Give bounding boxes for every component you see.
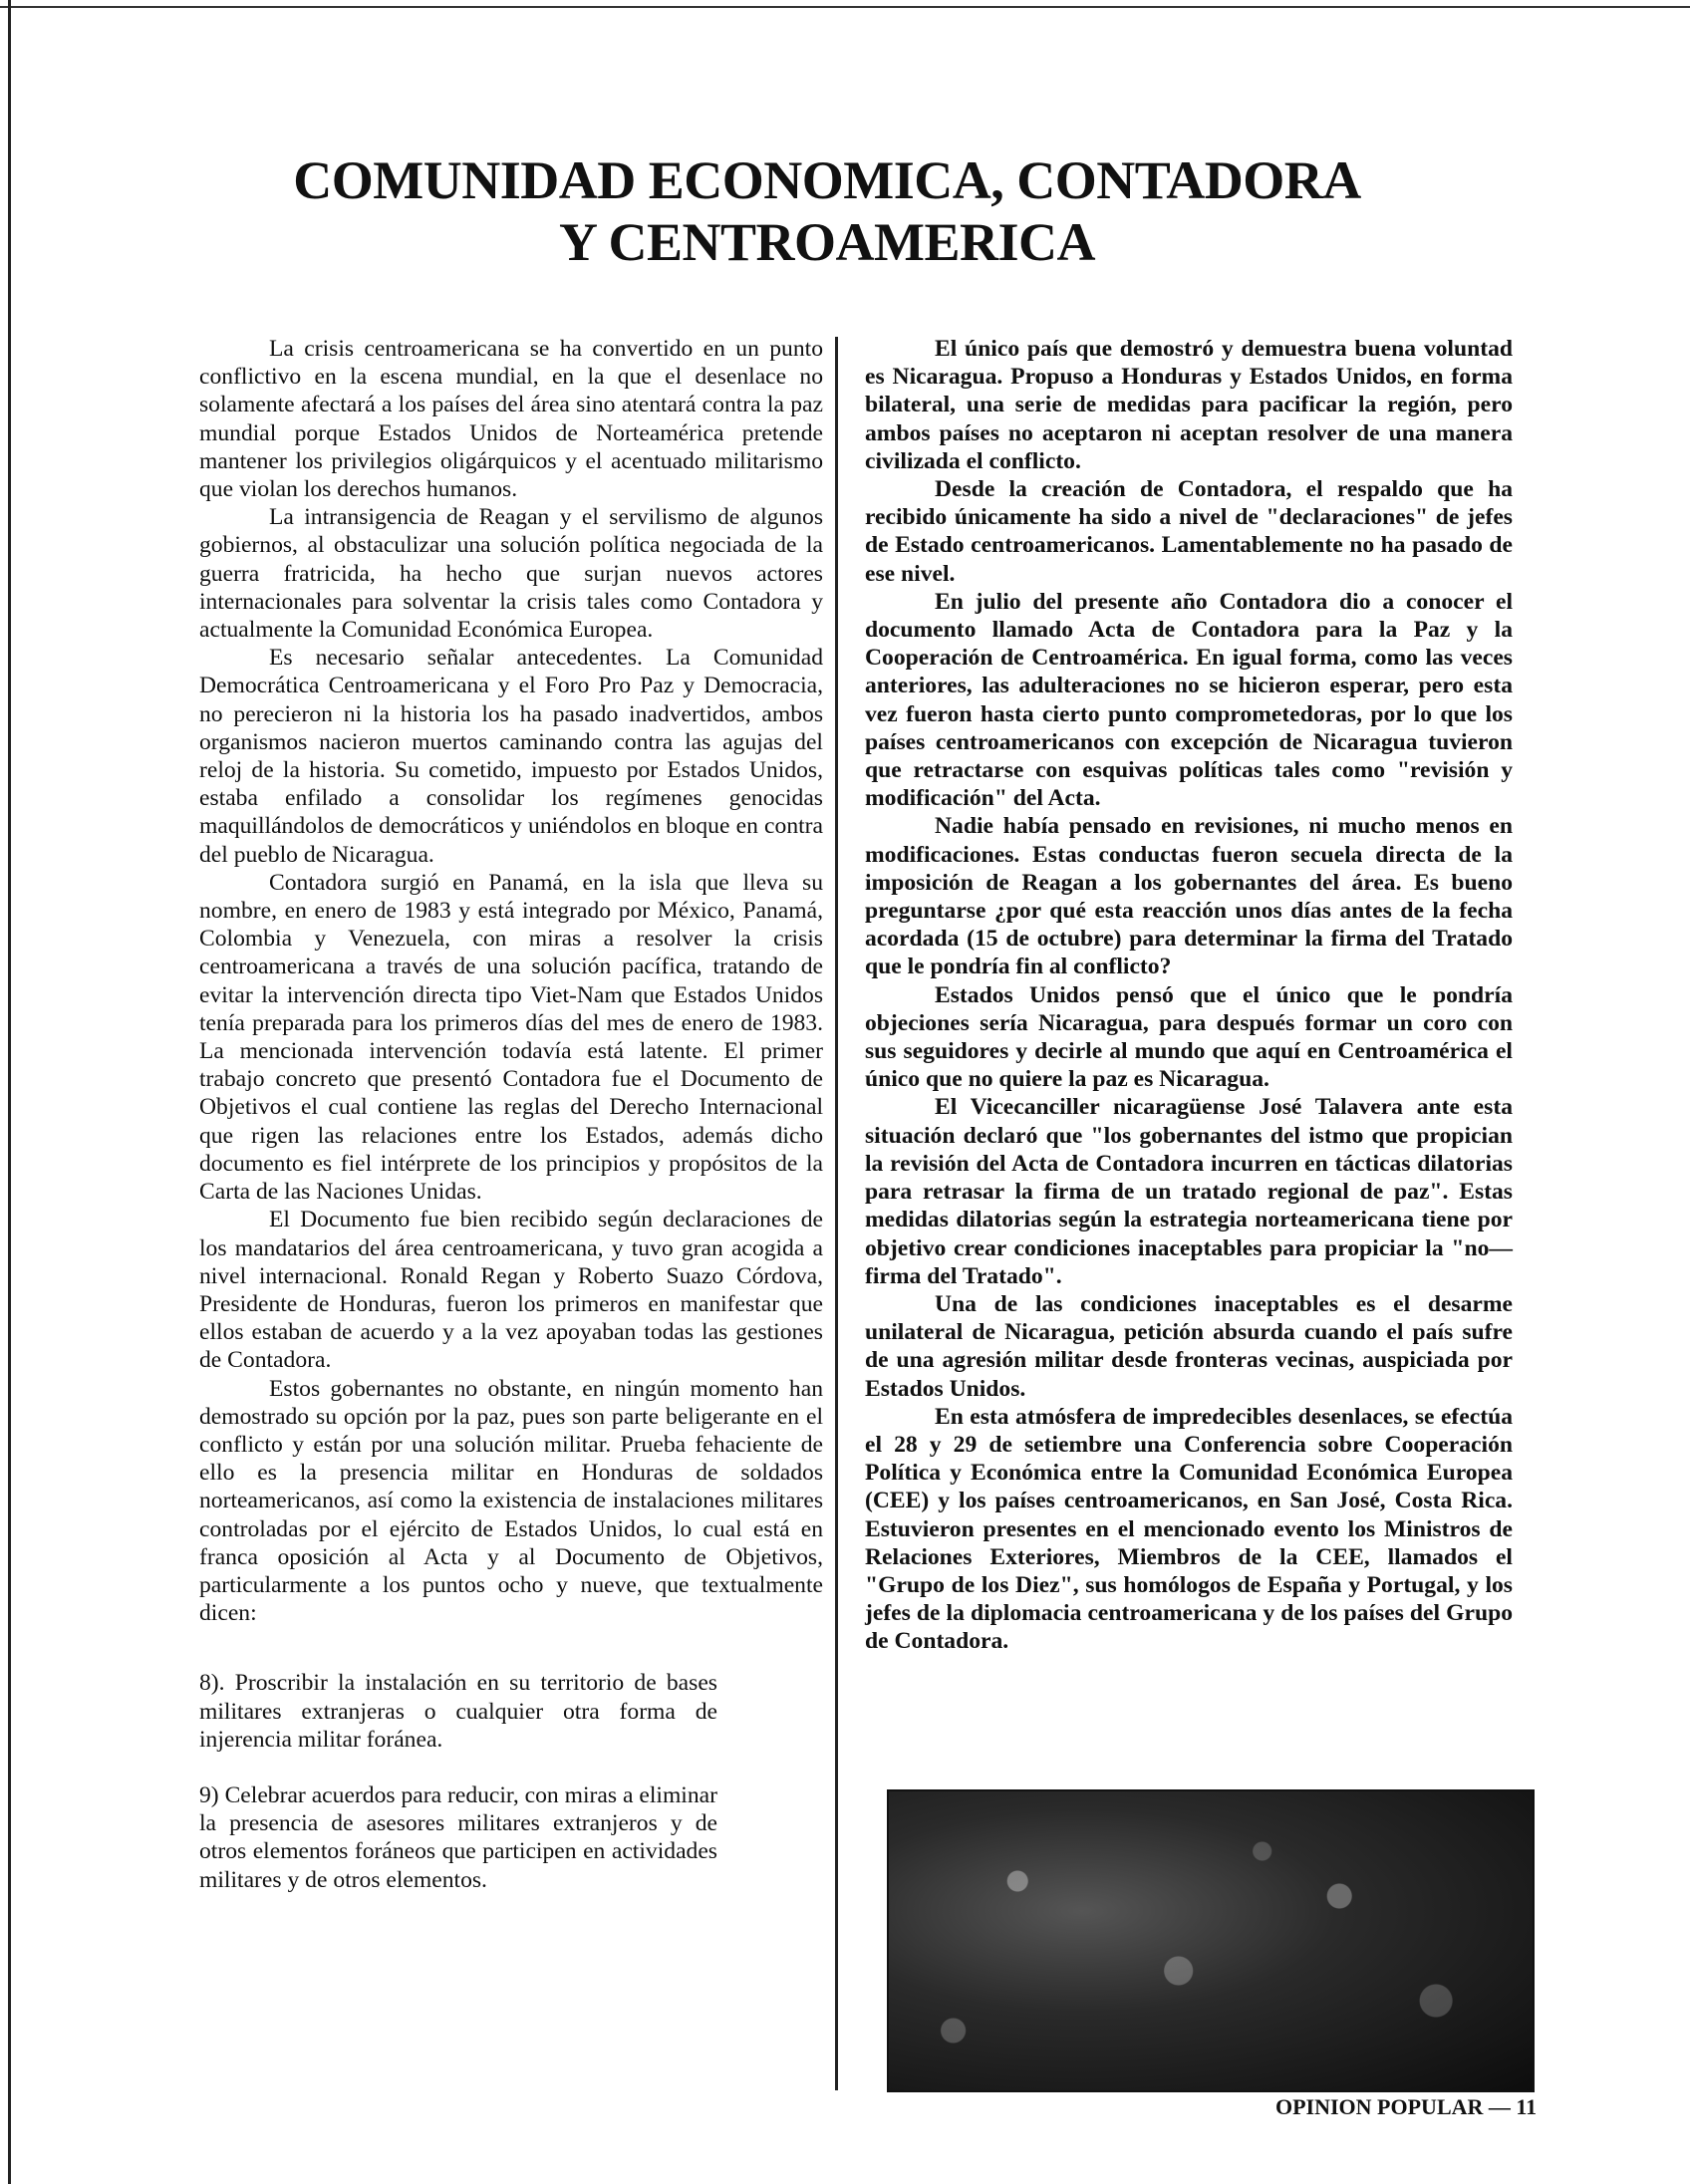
paragraph: El Documento fue bien recibido según declaraciones de los mandatarios del área centroamericana, y tuvo gran acogida a nivel internacional. Ronald Regan y Roberto Suazo Córdova, Presidente de Honduras, fueron los primeros en manifestar que ellos estaban de acuerdo y a la vez apoyaban todas las gestiones de Contadora. [199, 1207, 823, 1374]
paragraph: Estos gobernantes no obstante, en ningún momento han demostrado su opción por la paz, pues son parte beligerante en el conflicto y están por una solución militar. Prueba fehaciente de ello es la presencia militar en Honduras de soldados norteamericanos, así como la existencia de instalaciones militares controladas por el ejército de Estados Unidos, lo cual está en franca oposición al Acta y al Documento de Objetivos, particularmente a los puntos ocho y nueve, que textualmente dicen: [199, 1375, 823, 1627]
article-title [229, 149, 1425, 273]
point-8: 8). Proscribir la instalación en su territorio de bases militares extranjeras o cualquier otra forma de injerencia militar foránea. [199, 1670, 717, 1753]
paragraph: Nadie había pensado en revisiones, ni mucho menos en modificaciones. Estas conductas fueron secuela directa de la imposición de Reagan a los gobernantes del área. Es bueno preguntarse ¿por qué esta reacción unos días antes de la fecha acordada (15 de octubre) para determinar la firma del Tratado que le pondría fin al conflicto? [865, 813, 1513, 980]
paragraph: Desde la creación de Contadora, el respaldo que ha recibido únicamente ha sido a nivel de "declaraciones" de jefes de Estado centroamericanos. Lamentablemente no ha pasado de ese nivel. [865, 476, 1513, 587]
quoted-points [199, 1669, 823, 1893]
paragraph: El Vicecanciller nicaragüense José Talavera ante esta situación declaró que "los gobernantes del istmo que propician la revisión del Acta de Contadora incurren en tácticas dilatorias para retrasar la firma de un tratado regional de paz". Estas medidas dilatorias según la estrategia norteamericana tiene por objetivo crear condiciones inaceptables para propiciar la "no—firma del Tratado". [865, 1094, 1513, 1289]
right-column [865, 335, 1513, 1656]
paragraph: En esta atmósfera de impredecibles desenlaces, se efectúa el 28 y 29 de setiembre una Conferencia sobre Cooperación Política y Económica entre la Comunidad Económica Europea (CEE) y los países centroamericanos, en San José, Costa Rica. Estuvieron presentes en el mencionado evento los Ministros de Relaciones Exteriores, Miembros de la CEE, llamados el "Grupo de los Diez", sus homólogos de España y Portugal, y los jefes de la diplomacia centroamericana y de los países del Grupo de Contadora. [865, 1403, 1513, 1655]
paragraph: En julio del presente año Contadora dio a conocer el documento llamado Acta de Contadora para la Paz y la Cooperación de Centroamérica. En igual forma, como las veces anteriores, las adulteraciones no se hicieron esperar, pero esta vez fueron hasta cierto punto comprometedoras, por lo que los países centroamericanos con excepción de Nicaragua tuvieron que retractarse con esquivas políticas tales como "revisión y modificación" del Acta. [865, 588, 1513, 812]
page-footer: OPINION POPULAR — 11 [1275, 2094, 1538, 2119]
paragraph: El único país que demostró y demuestra buena voluntad es Nicaragua. Propuso a Honduras y Estados Unidos, en forma bilateral, una serie de medidas para pacificar la región, pero ambos países no aceptaron ni aceptan resolver de una manera civilizada el conflicto. [865, 336, 1513, 474]
photo-texture [889, 1791, 1533, 2090]
paragraph: Una de las condiciones inaceptables es el desarme unilateral de Nicaragua, petición absurda cuando el país sufre de una agresión militar desde fronteras vecinas, auspiciada por Estados Unidos. [865, 1290, 1513, 1402]
paragraph: Contadora surgió en Panamá, en la isla que lleva su nombre, en enero de 1983 y está integrado por México, Panamá, Colombia y Venezuela, con miras a resolver la crisis centroamericana a través de una solución pacífica, tratando de evitar la intervención directa tipo Viet-Nam que Estados Unidos tenía preparada para los primeros días del mes de enero de 1983. La mencionada intervención todavía está latente. El primer trabajo concreto que presentó Contadora fue el Documento de Objetivos el cual contiene las reglas del Derecho Internacional que rigen las relaciones entre los Estados, además dicho documento es fiel intérprete de los principios y propósitos de la Carta de las Naciones Unidas. [199, 869, 823, 1206]
title-line-1: COMUNIDAD ECONOMICA, CONTADORA [293, 150, 1361, 210]
paragraph: Es necesario señalar antecedentes. La Comunidad Democrática Centroamericana y el Foro Pro Paz y Democracia, no perecieron ni la historia los ha pasado inadvertidos, ambos organismos nacieron muertos caminando contra las agujas del reloj de la historia. Su cometido, impuesto por Estados Unidos, estaba enfilado a consolidar los regímenes genocidas maquillándolos de democráticos y uniéndolos en bloque en contra del pueblo de Nicaragua. [199, 645, 823, 868]
left-column [199, 335, 823, 1922]
title-line-2: Y CENTROAMERICA [558, 212, 1095, 272]
paragraph: Estados Unidos pensó que el único que le pondría objeciones sería Nicaragua, para después formar un coro con sus seguidores y decirle al mundo que aquí en Centroamérica el único que no quiere la paz es Nicaragua. [865, 981, 1513, 1093]
paragraph: La crisis centroamericana se ha convertido en un punto conflictivo en la escena mundial, en la que el desenlace no solamente afectará a los países del área sino atentará contra la paz mundial porque Estados Unidos de Norteamérica pretende mantener los privilegios oligárquicos y el acentuado militarismo que violan los derechos humanos. [199, 336, 823, 503]
page-top-edge [0, 6, 1690, 8]
page-left-edge [8, 0, 11, 2184]
news-photo [887, 1789, 1535, 2092]
column-divider [835, 337, 838, 2090]
point-9: 9) Celebrar acuerdos para reducir, con miras a eliminar la presencia de asesores militares extranjeros y de otros elementos foráneos que participen en actividades militares y de otros elementos. [199, 1781, 717, 1893]
paragraph: La intransigencia de Reagan y el servilismo de algunos gobiernos, al obstaculizar una solución política negociada de la guerra fratricida, ha hecho que surjan nuevos actores internacionales para solventar la crisis tales como Contadora y actualmente la Comunidad Económica Europea. [199, 504, 823, 644]
